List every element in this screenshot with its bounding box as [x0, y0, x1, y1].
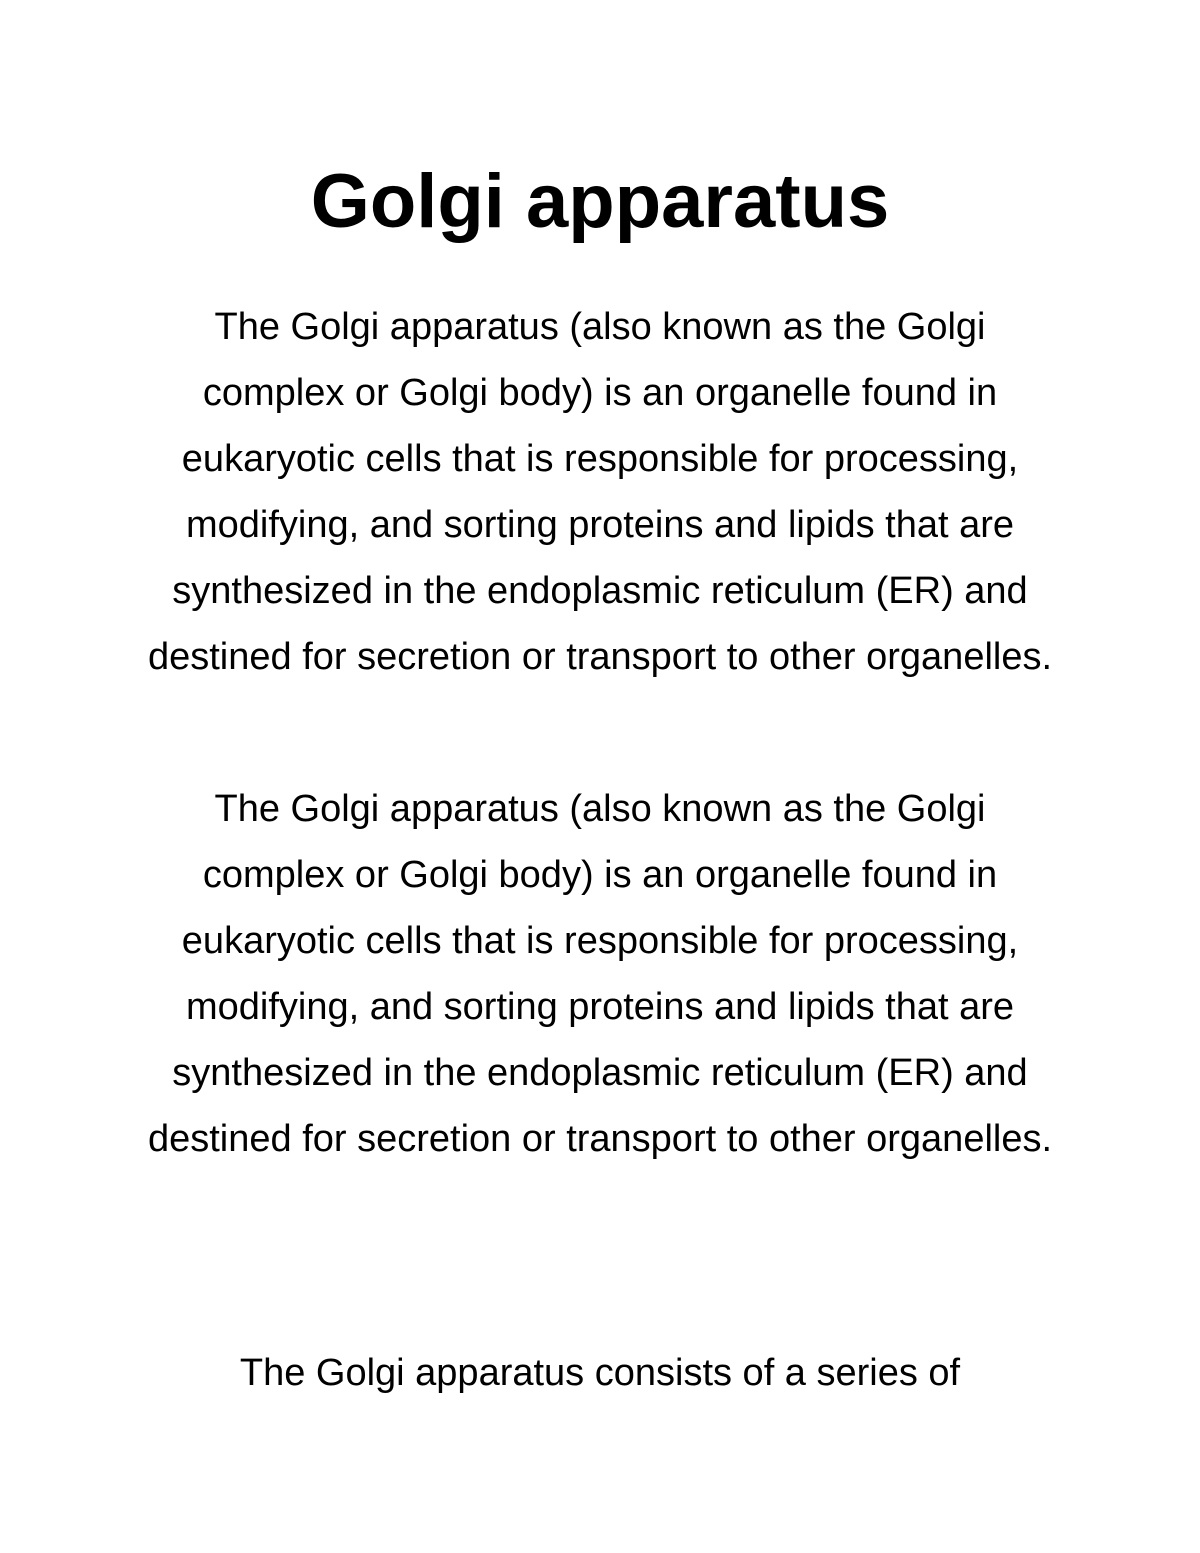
paragraph-2: The Golgi apparatus (also known as the Golgi complex or Golgi body) is an organelle found in eukaryotic cells that is responsible for processing, modifying, and sorting proteins and lipids that are synthesized in the endoplasmic reticulum (ER) and destined for secretion or transport to other organelles.	[147, 788, 1053, 1160]
paragraph-1: The Golgi apparatus (also known as the Golgi complex or Golgi body) is an organelle found in eukaryotic cells that is responsible for processing, modifying, and sorting proteins and lipids that are synthesized in the endoplasmic reticulum (ER) and destined for secretion or transport to other organelles.	[147, 306, 1053, 678]
paragraph-3: The Golgi apparatus consists of a series of	[239, 1352, 961, 1394]
document-title: Golgi apparatus	[310, 159, 890, 244]
